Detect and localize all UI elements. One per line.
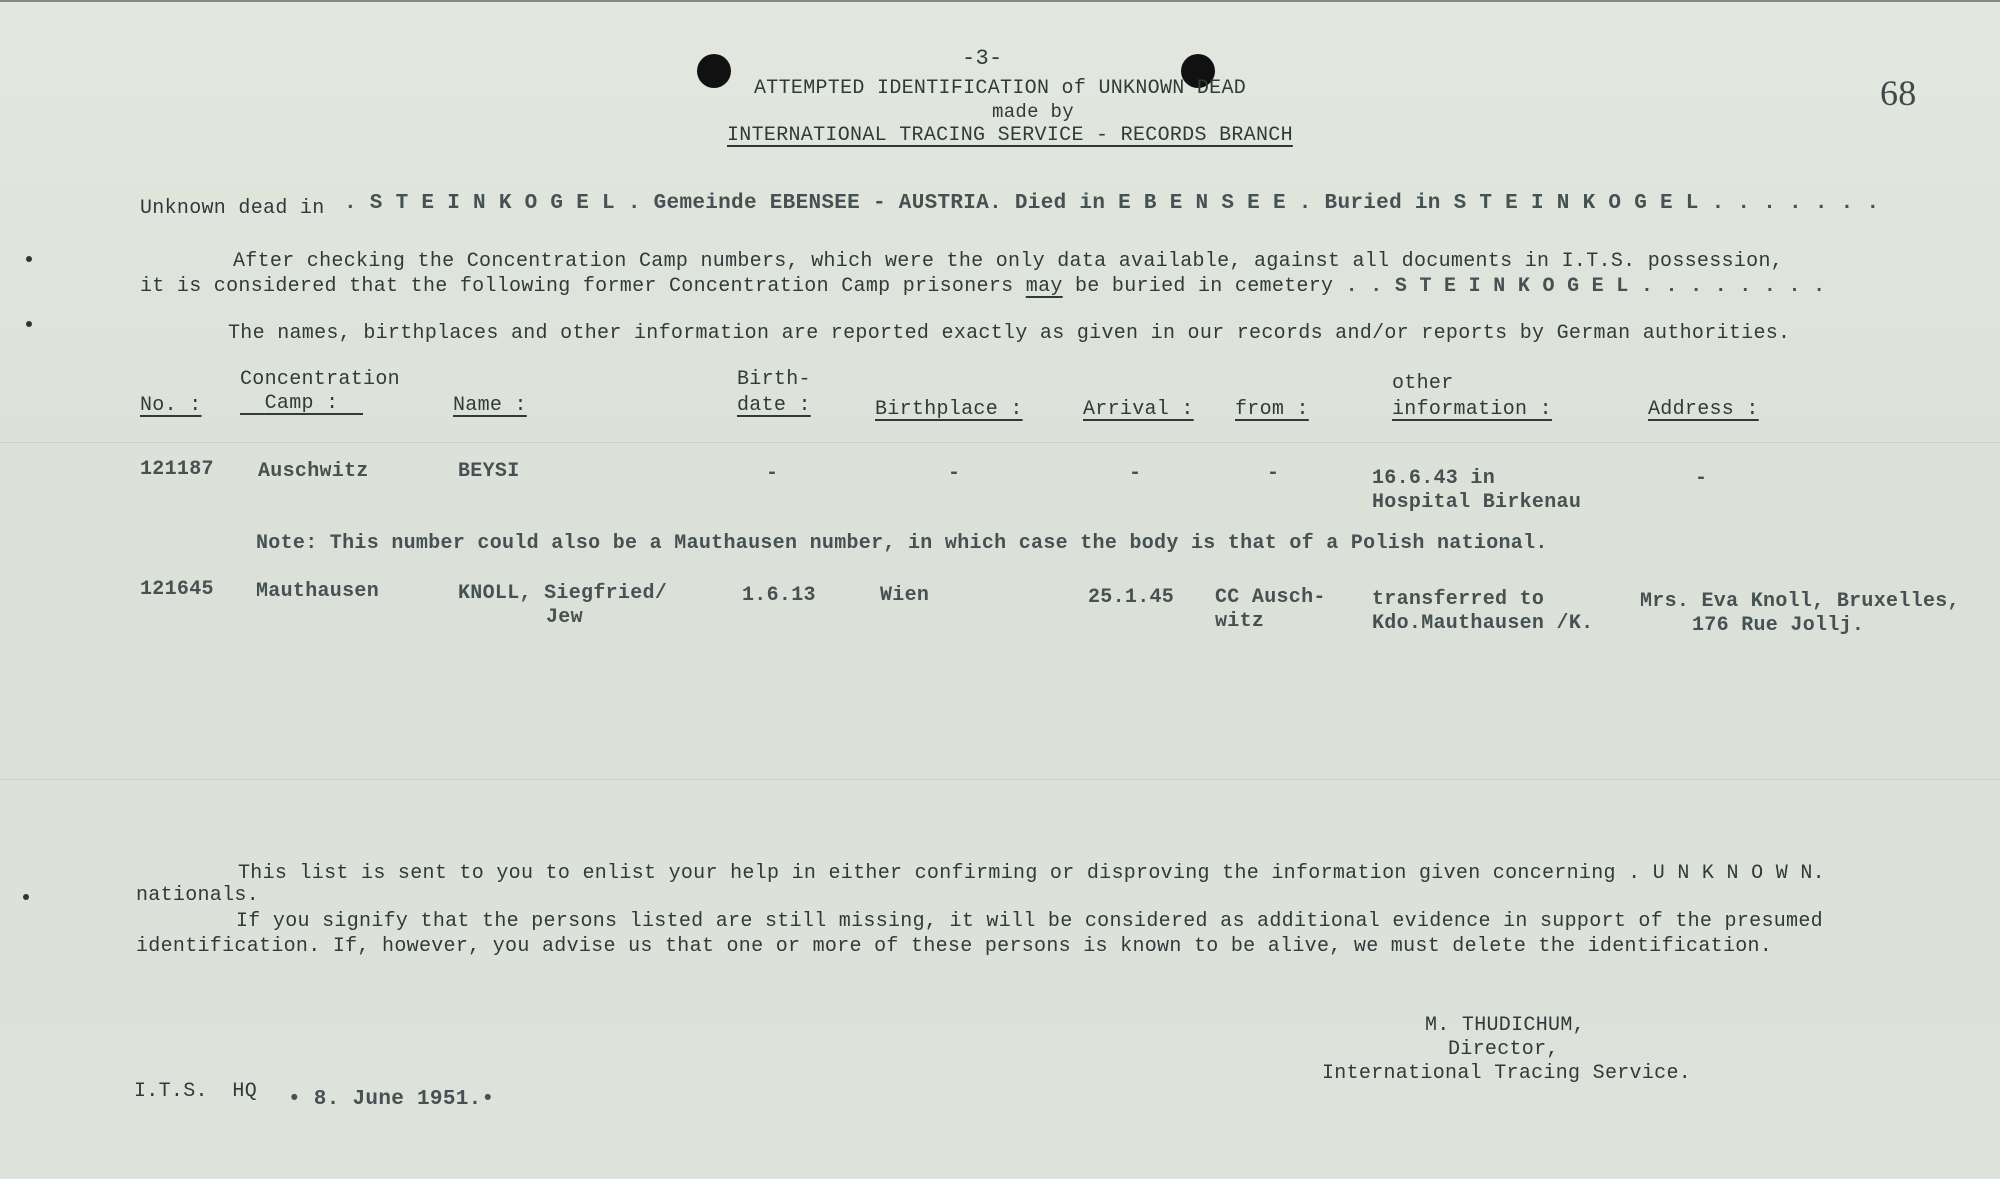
row-other-information-line2: Kdo.Mauthausen /K. — [1372, 612, 1594, 635]
document-title: ATTEMPTED IDENTIFICATION of UNKNOWN DEAD — [754, 77, 1247, 100]
margin-mark — [26, 321, 32, 327]
checking-paragraph-line1: After checking the Concentration Camp numbers, which were the only data available, against all documents in I.T.S. possession, — [233, 250, 1784, 273]
request-paragraph-line2: nationals. — [136, 884, 260, 907]
header-arrival: Arrival : — [1083, 398, 1194, 421]
row-camp: Auschwitz — [258, 460, 369, 483]
location-line: . S T E I N K O G E L . Gemeinde EBENSEE - AUSTRIA. Died in E B E N S E E . Buried in S T E I N K O G E L . . . . . . . — [344, 192, 1880, 215]
header-camp: Camp : — [264, 392, 339, 415]
evidence-paragraph-line2: identification. If, however, you advise us that one or more of these persons is known to be alive, we must delete the identification. — [136, 935, 1773, 958]
margin-mark — [23, 894, 29, 900]
header-no: No. : — [140, 394, 202, 417]
row-from-line2: witz — [1215, 610, 1265, 633]
header-camp-top: Concentration — [240, 368, 400, 391]
row-address-line2: 176 Rue Jollj. — [1692, 614, 1865, 637]
row-other-information: transferred to — [1372, 588, 1545, 611]
row-birthdate: 1.6.13 — [742, 584, 816, 607]
row-name-line2: Jew — [546, 606, 583, 629]
header-name: Name : — [453, 394, 527, 417]
unknown-dead-label: Unknown dead in — [140, 197, 325, 220]
margin-mark — [26, 256, 32, 262]
request-paragraph-line1: This list is sent to you to enlist your help in either confirming or disproving the information given concerning . U N K N O W N. — [238, 862, 1825, 885]
issue-date: • 8. June 1951.• — [288, 1088, 495, 1111]
row-name: KNOLL, Siegfried/ — [458, 582, 668, 605]
header-other-top: other — [1392, 372, 1454, 395]
row-arrival: 25.1.45 — [1088, 586, 1175, 609]
punch-hole-left — [697, 54, 731, 88]
row-birthdate: - — [766, 462, 779, 485]
header-other-information: information : — [1392, 398, 1552, 421]
records-paragraph: The names, birthplaces and other information are reported exactly as given in our records and/or reports by German authorities. — [228, 322, 1791, 345]
row-number: 121645 — [140, 578, 214, 601]
checking-paragraph-line2: it is considered that the following former Concentration Camp prisoners may be buried in cemetery . . S T E I N K O G E L . . . . . . . . — [140, 275, 1826, 298]
row-other-information-line2: Hospital Birkenau — [1372, 491, 1582, 514]
header-birthdate: date : — [737, 394, 811, 417]
row-from: CC Ausch- — [1215, 586, 1326, 609]
row-camp: Mauthausen — [256, 580, 380, 603]
row-number: 121187 — [140, 458, 214, 481]
header-birthplace: Birthplace : — [875, 398, 1023, 421]
place-of-issue: I.T.S. HQ — [134, 1080, 258, 1103]
row-address: - — [1695, 467, 1708, 490]
row-address: Mrs. Eva Knoll, Bruxelles, — [1640, 590, 1960, 613]
evidence-paragraph-line1: If you signify that the persons listed are still missing, it will be considered as additional evidence in support of the presumed — [236, 910, 1823, 933]
signatory-title: Director, — [1448, 1038, 1559, 1061]
row-birthplace: - — [948, 462, 961, 485]
row-from: - — [1267, 462, 1280, 485]
page-number: -3- — [962, 46, 1003, 71]
row-arrival: - — [1129, 462, 1142, 485]
signatory-organization: International Tracing Service. — [1322, 1062, 1692, 1085]
header-from: from : — [1235, 398, 1309, 421]
row-birthplace: Wien — [880, 584, 930, 607]
row-other-information: 16.6.43 in — [1372, 467, 1496, 490]
table-note: Note: This number could also be a Mauthausen number, in which case the body is that of a Polish national. — [256, 532, 1548, 555]
issuing-service: INTERNATIONAL TRACING SERVICE - RECORDS BRANCH — [727, 124, 1293, 147]
made-by-line: made by — [992, 101, 1074, 123]
folio-number: 68 — [1880, 73, 1917, 113]
header-address: Address : — [1648, 398, 1759, 421]
signatory-name: M. THUDICHUM, — [1425, 1014, 1585, 1037]
paper-line — [0, 442, 2000, 443]
row-name: BEYSI — [458, 460, 520, 483]
header-birth-top: Birth- — [737, 368, 811, 391]
paper-line — [0, 779, 2000, 780]
